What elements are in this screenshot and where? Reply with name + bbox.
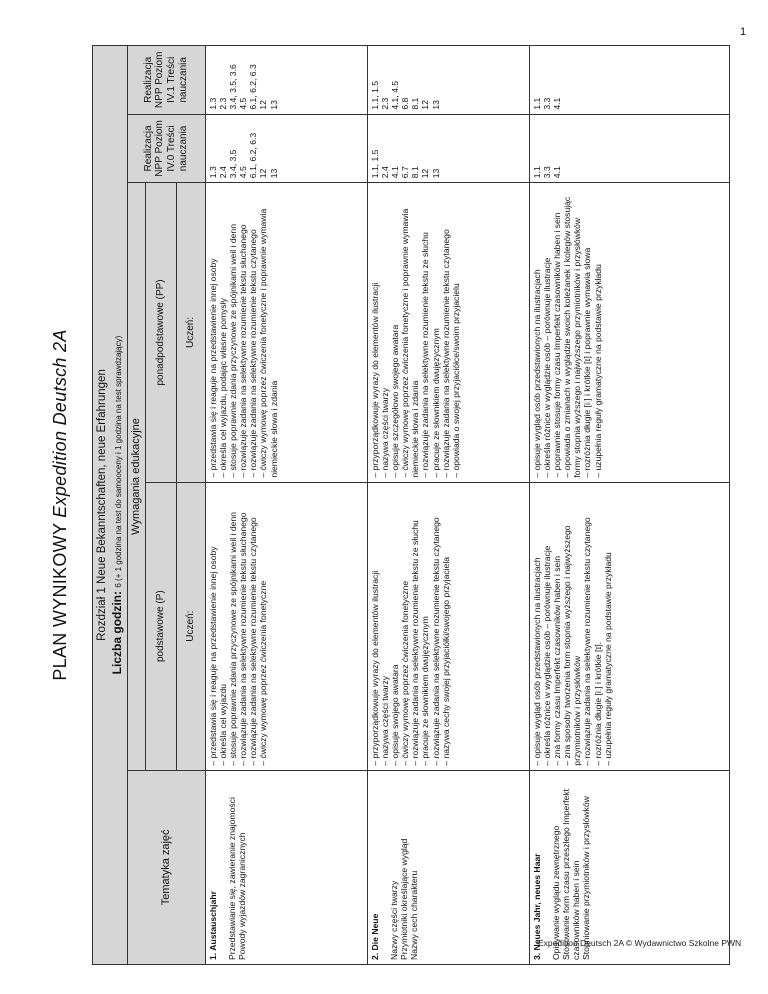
basic-header: podstawowe (P) (145, 482, 176, 770)
npp-code: 8.1 (410, 166, 421, 179)
requirement-item: – opisuje wygląd osób przedstawionych na ilustracjach (531, 557, 542, 766)
npp-code: 3.4, 3.5, 3.6 (227, 64, 238, 110)
requirement-item: – rozwiązuje zadania na selektywne rozumienie tekstu ze słuchu (420, 232, 431, 478)
requirement-item: – rozwiązuje zadania na selektywne rozumienie tekstu czytanego (248, 229, 259, 478)
npp-code: 6.1, 6.2, 6.3 (248, 64, 259, 110)
npp-code: 1.1 (531, 97, 542, 110)
requirement-item: – przyporządkowuje wyrazy do elementów ilustracji (369, 570, 380, 766)
requirement-item: – opowiada o zmianach w wyglądzie swoich koleżanek i kolegów stosując formy stopnia wyższego i najwyższego przymiotników i przysłówków (562, 196, 583, 478)
requirement-item: – określa różnice w wyglądzie osób – porównuje ilustracje (541, 545, 552, 766)
topic-item: Stosowanie form czasu przeszłego Imperfekt czasowników haben i sein (560, 789, 582, 960)
npp-code: 12 (420, 100, 431, 110)
npp-code: 2.3 (217, 97, 228, 110)
requirement-item: – poprawnie stosuje formy czasu Imperfekt czasowników haben i sein (551, 212, 562, 478)
npp-code: 3.3 (541, 166, 552, 179)
requirement-item: – opisuje wygląd osób przedstawionych na ilustracjach (531, 269, 542, 478)
requirement-item: – zna formy czasu Imperfekt czasowników haben i sein (551, 556, 562, 766)
topic-item: Opisywanie wyglądu zewnętrznego (550, 825, 561, 960)
requirement-item: – stosuje poprawnie zdania przyczynowe ze spójnikami weil i denn (227, 512, 238, 766)
chapter-header (93, 46, 128, 965)
requirement-item: – nazywa części twarzy (379, 387, 390, 478)
npp-code: 2.4 (217, 166, 228, 179)
chapter-hours (110, 50, 124, 960)
row-topic-cell (367, 770, 529, 964)
topic-header: Tematyka zajęć (127, 770, 205, 964)
npp-code: 3.4, 3.5 (227, 149, 238, 179)
npp-code: 2.4 (379, 166, 390, 179)
requirement-item: – rozwiązuje zadania na selektywne rozumienie tekstu czytanego (582, 517, 593, 766)
npp-code: 8.1 (410, 97, 421, 110)
npp-code: 6.8 (400, 97, 411, 110)
student-header-extended: Uczeń: (176, 183, 205, 482)
npp-code: 6.7 (400, 166, 411, 179)
topic-item: Nazwy cech charakteru (409, 870, 420, 960)
npp-code: 13 (268, 100, 279, 110)
topic-item: Powody wyjazdów zagranicznych (236, 832, 247, 960)
requirement-item: – zna sposoby tworzenia form stopnia wyższego i najwyższego przymiotników i przysłówków (562, 525, 583, 766)
requirement-item: – ćwiczy wymowę poprzez ćwiczenia fonetyczne i poprawnie wymawia niemieckie słowa i zdania (258, 208, 279, 478)
npp-code: 12 (258, 168, 269, 179)
page-number: 1 (740, 26, 747, 38)
requirements-header: Wymagania edukacyjne (127, 183, 145, 770)
requirement-item: – rozróżnia długie [iː] i krótkie [ɪ]. (592, 641, 603, 766)
chapter-title: Rozdział 1 Neue Bekanntschaften, neue Erfahrungen (96, 369, 108, 641)
topic-item: Przedstawianie się, zawieranie znajomości (226, 797, 237, 960)
basic-requirements-cell (529, 482, 729, 770)
basic-requirements-cell (205, 482, 367, 770)
requirement-item: – nazywa cechy swojej przyjaciółki/swojego przyjaciela (440, 556, 451, 766)
extended-requirements-cell (367, 183, 529, 482)
npp-code: 13 (268, 168, 279, 179)
npp-code: 4.1 (389, 166, 400, 179)
npp-code: 1.1, 1.5 (369, 80, 380, 110)
requirement-item: – przedstawia się i reaguje na przedstawienie innej osoby (207, 546, 218, 766)
requirement-item: – rozwiązuje zadania na selektywne rozumienie tekstu ze słuchu (410, 520, 421, 766)
npp1-header: Realizacja NPP Poziom IV.1 Treści nauczania (127, 46, 205, 115)
npp0-cell (367, 114, 529, 183)
npp-code: 4.1 (551, 166, 562, 179)
table-row (367, 46, 529, 965)
npp-code: 13 (430, 168, 441, 179)
npp1-cell (205, 46, 367, 115)
requirement-item: – przyporządkowuje wyrazy do elementów ilustracji (369, 282, 380, 478)
npp0-header: Realizacja NPP Poziom IV.0 Treści nauczania (127, 114, 205, 183)
topic-item: Stopniowanie przymiotników i przysłówków (581, 796, 592, 960)
row-topic-cell (205, 770, 367, 964)
requirement-item: – określa cel wyjazdu, podając własne pomysły (217, 298, 228, 478)
row-title: 3. Neues Jahr, neues Haar (531, 853, 542, 960)
npp-code: 4.5 (238, 97, 249, 110)
requirement-item: – opisuje szczegółowo swojego awatara (389, 324, 400, 478)
row-title: 2. Die Neue (369, 913, 380, 960)
requirement-item: – rozróżnia długie [iː] i krótkie [ɪ] i poprawnie wymawia słowa (582, 247, 593, 478)
requirement-item: – uzupełnia reguły gramatyczne na podstawie przykładu (602, 552, 613, 766)
npp-code: 4.1 (551, 97, 562, 110)
npp-code: 4.5 (238, 166, 249, 179)
npp-code: 1.3 (207, 166, 218, 179)
column-header-row (127, 46, 145, 965)
requirement-item: – stosuje poprawnie zdania przyczynowe ze spójnikami weil i denn (227, 224, 238, 478)
rotated-page-content (50, 45, 750, 965)
requirement-item: – ćwiczy wymowę poprzez ćwiczenia fonetyczne i poprawnie wymawia niemieckie słowa i zdania (400, 208, 421, 478)
npp-code: 1.1, 1.5 (369, 149, 380, 179)
npp-code: 1.3 (207, 97, 218, 110)
npp-code: 1.1 (531, 166, 542, 179)
hours-note: 6 (+ 1 godzina na test do samooceny i 1 godzina na test sprawdzający) (113, 335, 123, 588)
npp1-cell (367, 46, 529, 115)
student-header-basic: Uczeń: (176, 482, 205, 770)
topic-item: Nazwy części twarzy (388, 880, 399, 960)
requirement-item: – określa cel wyjazdu (217, 684, 228, 766)
extended-requirements-cell (205, 183, 367, 482)
requirement-item: – rozwiązuje zadania na selektywne rozumienie tekstu słuchanego (238, 224, 249, 478)
requirement-item: – uzupełnia reguły gramatyczne na podstawie przykładu (592, 264, 603, 478)
document-title (50, 45, 71, 965)
requirement-item: – ćwiczy wymowę poprzez ćwiczenia fonetyczne (400, 580, 411, 766)
npp-code: 12 (258, 100, 269, 110)
document-title-prefix: PLAN WYNIKOWY (50, 517, 70, 681)
table-row (205, 46, 367, 965)
requirement-item: – przedstawia się i reaguje na przedstawienie innej osoby (207, 258, 218, 478)
npp0-cell (529, 114, 729, 183)
plan-table (92, 45, 730, 965)
npp0-cell (205, 114, 367, 183)
requirement-item: – rozwiązuje zadania na selektywne rozumienie tekstu czytanego (440, 229, 451, 478)
basic-requirements-cell (367, 482, 529, 770)
hours-label: Liczba godzin: (109, 590, 124, 675)
requirement-item: – opisuje swojego awatara (389, 664, 400, 766)
requirement-item: – opowiada o swojej przyjaciółce/swoim przyjacielu (450, 283, 461, 478)
npp-code: 12 (420, 168, 431, 179)
table-row (529, 46, 729, 965)
requirement-item: – rozwiązuje zadania na selektywne rozumienie tekstu czytanego (430, 517, 441, 766)
requirement-item: – rozwiązuje zadania na selektywne rozumienie tekstu słuchanego (238, 512, 249, 766)
npp-code: 6.1, 6.2, 6.3 (248, 132, 259, 179)
topic-item: Przymiotniki określające wygląd (398, 838, 409, 960)
chapter-header-row (93, 46, 128, 965)
requirement-item: – ćwiczy wymowę poprzez ćwiczenia fonetyczne (258, 580, 269, 766)
extended-header: ponadpodstawowe (PP) (145, 183, 176, 482)
extended-requirements-cell (529, 183, 729, 482)
npp1-cell (529, 46, 729, 115)
row-topic-cell (529, 770, 729, 964)
requirement-item: – pracuje ze słownikiem dwujęzycznym (420, 616, 431, 766)
requirement-item: – rozwiązuje zadania na selektywne rozumienie tekstu czytanego (248, 517, 259, 766)
row-title: 1. Austauschjahr (207, 891, 218, 960)
document-title-italic: Expedition Deutsch 2A (50, 329, 70, 518)
npp-code: 2.3 (379, 97, 390, 110)
footer-copyright: Expedition Deutsch 2A © Wydawnictwo Szkolne PWN (538, 938, 742, 948)
requirement-item: – określa różnice w wyglądzie osób – porównuje ilustracje (541, 257, 552, 478)
requirement-item: – nazywa części twarzy (379, 675, 390, 766)
npp-code: 4.1, 4.5 (389, 80, 400, 110)
npp-code: 3.3 (541, 97, 552, 110)
requirement-item: – pracuje ze słownikiem dwujęzycznym (430, 328, 441, 478)
npp-code: 13 (430, 100, 441, 110)
